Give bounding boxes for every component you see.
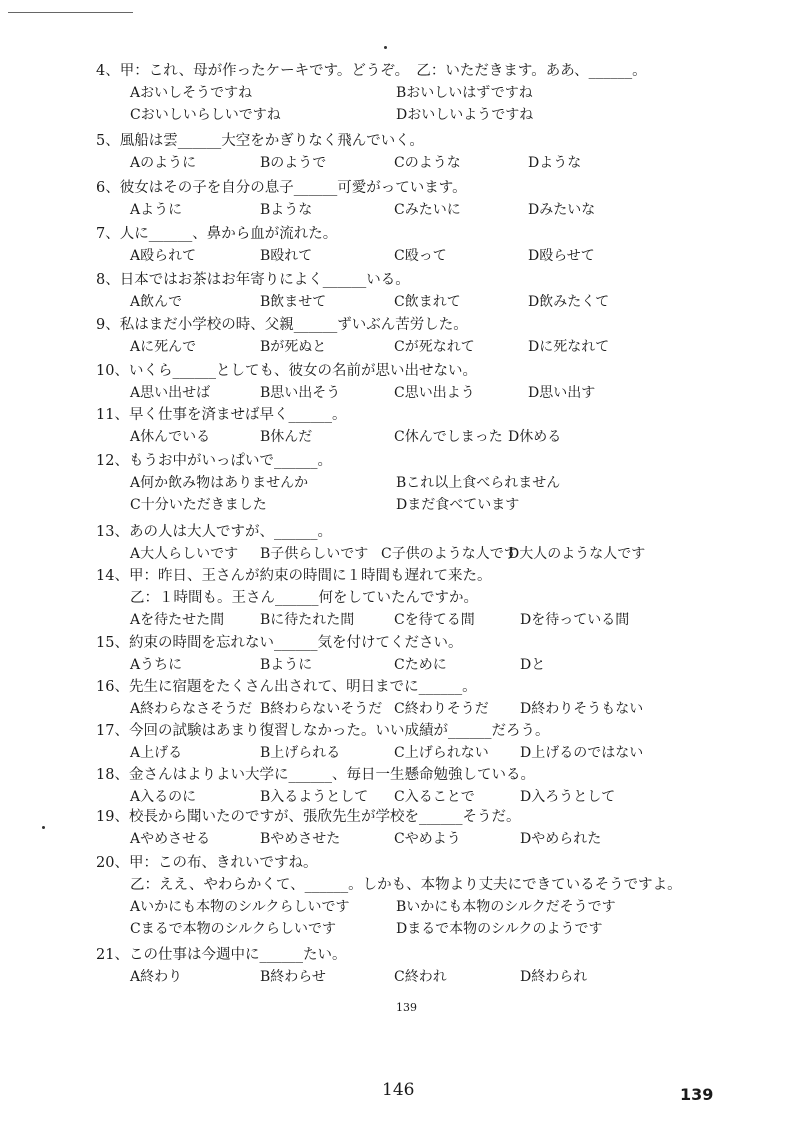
option-d: Dと (520, 657, 546, 673)
option-c: Cみたいに (394, 202, 461, 218)
question-stem: 20、甲：この布、きれいですね。 (96, 855, 318, 871)
option-d: Dような (528, 155, 582, 171)
option-a: A終わり (130, 969, 183, 985)
option-a: Aに死んで (130, 339, 197, 355)
option-a: A終わらなさそうだ (130, 701, 253, 717)
page-number-corner: 139 (680, 1085, 714, 1104)
option-b: Bが死ぬと (260, 339, 327, 355)
option-c: C入ることで (394, 789, 475, 805)
option-b: Bやめさせた (260, 831, 341, 847)
option-b: B休んだ (260, 429, 313, 445)
option-d: Dやめられた (520, 831, 602, 847)
option-c: C終わりそうだ (394, 701, 489, 717)
option-d: D終わりそうもない (520, 701, 644, 717)
option-b: B殴れて (260, 248, 313, 264)
option-d: D殴らせて (528, 248, 595, 264)
option-d: Dまだ食べています (396, 497, 520, 513)
page-number-middle: 146 (382, 1080, 415, 1100)
option-a: A殴られて (130, 248, 197, 264)
question-stem: 7、人に______、鼻から血が流れた。 (96, 226, 338, 242)
option-b: B上げられる (260, 745, 341, 761)
question-stem: 13、あの人は大人ですが、______。 (96, 524, 332, 540)
option-c: Cが死なれて (394, 339, 475, 355)
question-stem: 5、風船は雲______大空をかぎりなく飛んでいく。 (96, 133, 424, 149)
option-d: D終わられ (520, 969, 588, 985)
option-a: A大人らしいです (130, 546, 239, 562)
option-a: A上げる (130, 745, 183, 761)
question-stem: 18、金さんはよりよい大学に______、毎日一生懸命勉強している。 (96, 767, 535, 783)
option-b: Bのようで (260, 155, 327, 171)
scan-speck (384, 46, 387, 49)
option-b: Bに待たれた間 (260, 612, 355, 628)
option-c: Cおいしいらしいですね (130, 107, 281, 123)
option-c: Cやめよう (394, 831, 461, 847)
question-stem: 16、先生に宿題をたくさん出されて、明日までに______。 (96, 679, 477, 695)
option-d: D大人のような人です (508, 546, 646, 562)
question-stem: 4、甲：これ、母が作ったケーキです。どうぞ。 乙：いただきます。ああ、______。 (96, 63, 647, 79)
option-b: B入るようとして (260, 789, 369, 805)
option-a: A入るのに (130, 789, 197, 805)
option-c: Cために (394, 657, 447, 673)
option-b: B思い出そう (260, 385, 341, 401)
option-d: Dみたいな (528, 202, 596, 218)
question-stem: 9、私はまだ小学校の時、父親______ずいぶん苦労した。 (96, 317, 468, 333)
option-c: C思い出よう (394, 385, 475, 401)
option-d: D飲みたくて (528, 294, 610, 310)
question-stem: 15、約束の時間を忘れない______気を付けてください。 (96, 635, 463, 651)
option-b: Bおいしいはずですね (396, 85, 533, 101)
question-stem: 12、もうお中がいっぱいで______。 (96, 453, 332, 469)
option-d: D入ろうとして (520, 789, 616, 805)
option-c: Cを待てる間 (394, 612, 475, 628)
question-stem: 17、今回の試験はあまり復習しなかった。いい成績が______だろう。 (96, 723, 550, 739)
option-c: C飲まれて (394, 294, 461, 310)
question-stem: 10、いくら______としても、彼女の名前が思い出せない。 (96, 363, 477, 379)
scan-artifact-line (8, 12, 133, 13)
option-a: A飲んで (130, 294, 183, 310)
page-number-inner: 139 (396, 1001, 417, 1014)
option-c: C殴って (394, 248, 447, 264)
option-a: Aやめさせる (130, 831, 211, 847)
option-b: B子供らしいです (260, 546, 369, 562)
option-d: D休める (508, 429, 562, 445)
question-stem-continuation: 乙：１時間も。王さん______何をしていたんですか。 (130, 590, 478, 606)
option-a: Aおいしそうですね (130, 85, 253, 101)
option-c: C上げられない (394, 745, 489, 761)
option-b: Bいかにも本物のシルクだそうです (396, 899, 616, 915)
question-stem: 14、甲：昨日、王さんが約束の時間に１時間も遅れて来た。 (96, 568, 492, 584)
option-a: A何か飲み物はありませんか (130, 475, 309, 491)
option-d: Dを待っている間 (520, 612, 630, 628)
option-a: Aを待たせた間 (130, 612, 225, 628)
option-b: B飲ませて (260, 294, 327, 310)
option-a: Aように (130, 202, 183, 218)
option-d: Dまるで本物のシルクのようです (396, 921, 603, 937)
option-b: Bように (260, 657, 313, 673)
question-stem-continuation: 乙：ええ、やわらかくて、______。しかも、本物より丈夫にできているそうですよ。 (130, 877, 682, 893)
option-a: A思い出せば (130, 385, 211, 401)
option-d: D上げるのではない (520, 745, 644, 761)
option-d: Dに死なれて (528, 339, 610, 355)
option-a: Aうちに (130, 657, 183, 673)
option-a: A休んでいる (130, 429, 211, 445)
question-stem: 6、彼女はその子を自分の息子______可愛がっています。 (96, 180, 467, 196)
option-b: B終わらせ (260, 969, 326, 985)
option-b: Bような (260, 202, 313, 218)
option-b: Bこれ以上食べられません (396, 475, 561, 491)
option-d: Dおいしいようですね (396, 107, 534, 123)
question-q21 (96, 944, 706, 1056)
option-c: C十分いただきました (130, 497, 267, 513)
option-c: Cのような (394, 155, 461, 171)
option-d: D思い出す (528, 385, 596, 401)
scan-speck (42, 826, 45, 829)
option-b: B終わらないそうだ (260, 701, 383, 717)
option-c: Cまるで本物のシルクらしいです (130, 921, 336, 937)
option-c: C休んでしまった (394, 429, 503, 445)
question-stem: 21、この仕事は今週中に______たい。 (96, 947, 347, 963)
option-c: C終われ (394, 969, 447, 985)
option-a: Aのように (130, 155, 197, 171)
option-c: C子供のような人です (381, 546, 518, 562)
question-stem: 11、早く仕事を済ませば早く______。 (96, 407, 347, 423)
option-a: Aいかにも本物のシルクらしいです (130, 899, 350, 915)
question-stem: 8、日本ではお茶はお年寄りによく______いる。 (96, 272, 410, 288)
question-stem: 19、校長から聞いたのですが、張欣先生が学校を______そうだ。 (96, 809, 521, 825)
